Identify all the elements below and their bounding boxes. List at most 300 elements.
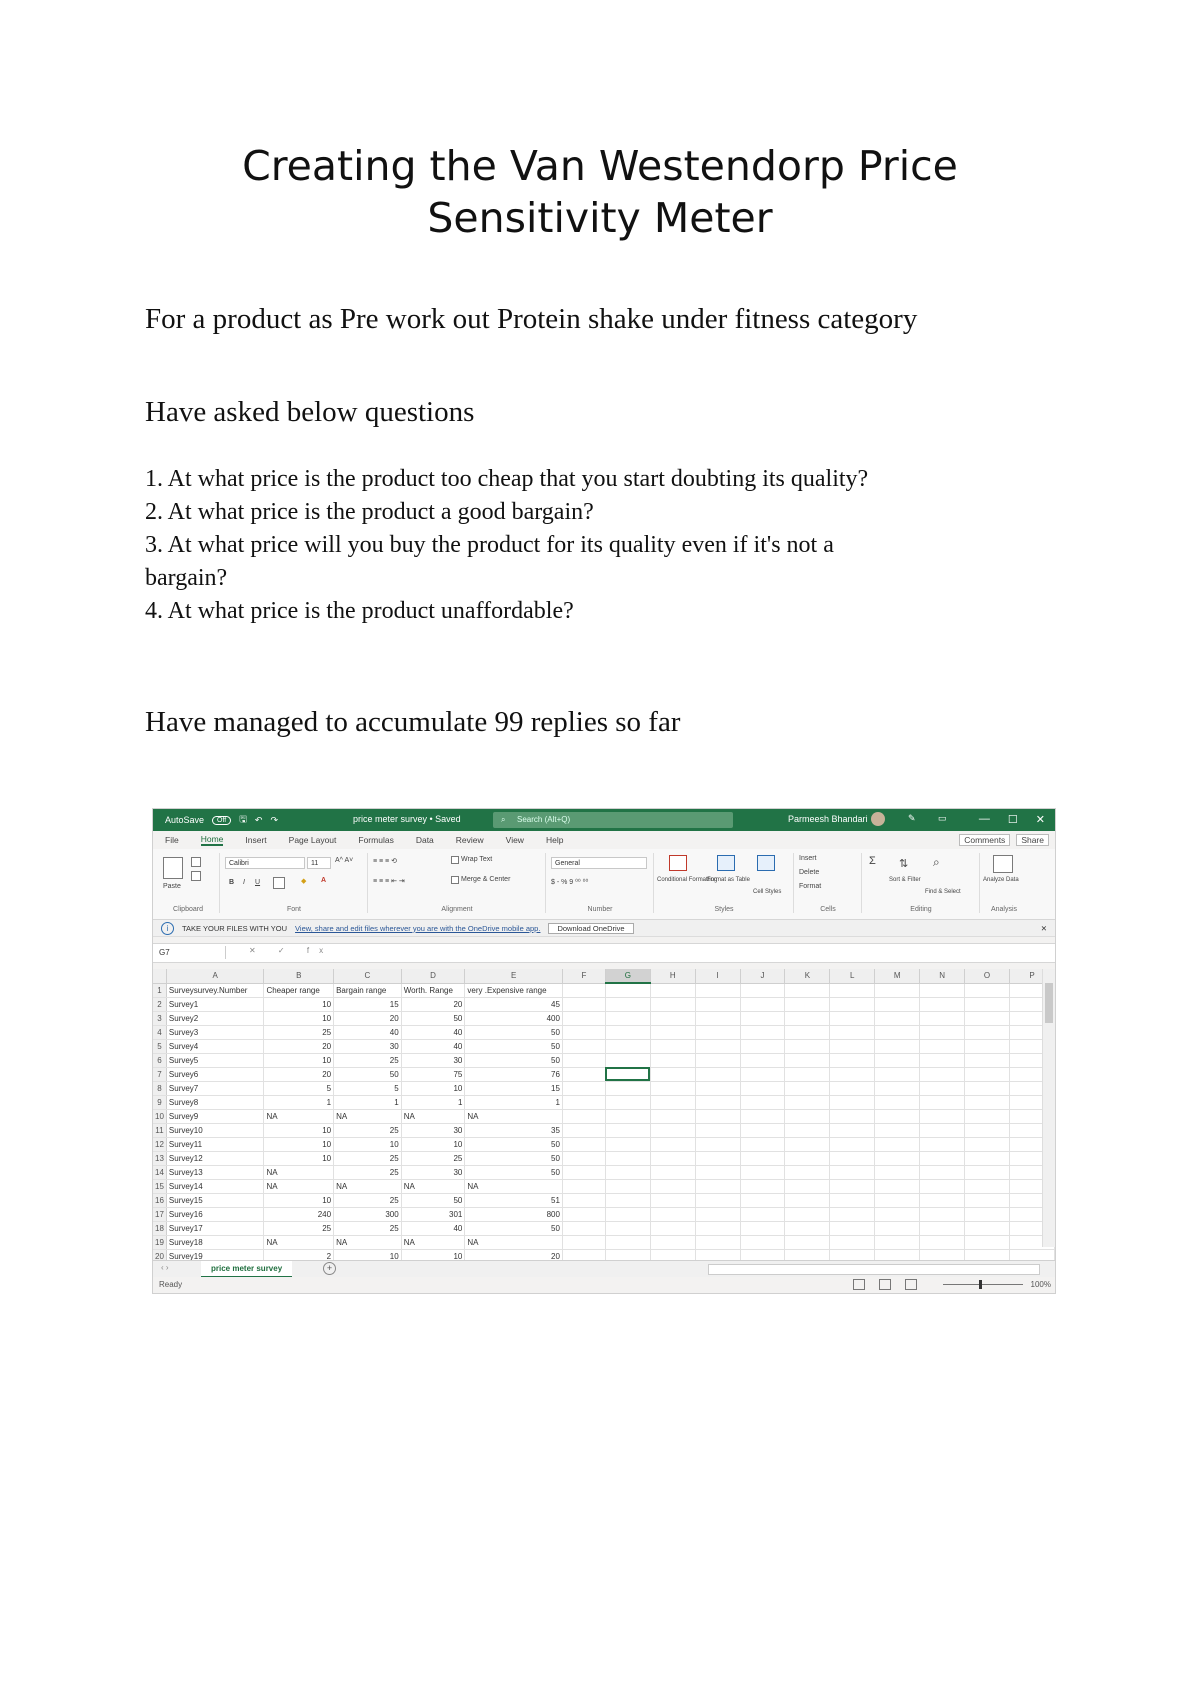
cell[interactable] (875, 1081, 920, 1095)
maximize-button[interactable]: ☐ (1007, 814, 1018, 826)
cell[interactable]: 50 (465, 1137, 563, 1151)
cell[interactable]: 5 (334, 1081, 402, 1095)
cell[interactable] (695, 1123, 740, 1137)
select-all-corner[interactable] (153, 969, 166, 983)
wrap-text-label[interactable]: Wrap Text (461, 856, 493, 863)
cell[interactable]: 300 (334, 1207, 402, 1221)
cell[interactable] (785, 997, 830, 1011)
search-box[interactable] (493, 812, 733, 828)
wrap-text-icon[interactable] (451, 856, 459, 864)
cell[interactable] (605, 1179, 650, 1193)
cell[interactable]: 25 (334, 1165, 402, 1179)
cell[interactable]: NA (334, 1109, 402, 1123)
cell[interactable]: Surveysurvey.Number (166, 983, 264, 997)
column-header[interactable]: P (1009, 969, 1054, 983)
format-as-table-label[interactable]: Format as Table (707, 877, 750, 883)
autosave-label[interactable]: AutoSave (165, 815, 205, 825)
cell[interactable] (965, 1025, 1010, 1039)
cell[interactable] (920, 1137, 965, 1151)
cell[interactable] (562, 1095, 605, 1109)
cell[interactable]: 1 (264, 1095, 334, 1109)
cell[interactable] (830, 1137, 875, 1151)
cell[interactable] (740, 1095, 785, 1109)
delete-cells-button[interactable]: Delete (799, 869, 820, 876)
tab-home[interactable]: Home (200, 834, 224, 844)
cell[interactable] (650, 1053, 695, 1067)
cell[interactable] (740, 1039, 785, 1053)
cell[interactable]: Survey1 (166, 997, 264, 1011)
cell[interactable]: 25 (334, 1123, 402, 1137)
analyze-data-icon[interactable] (993, 855, 1013, 873)
cell[interactable] (605, 1081, 650, 1095)
name-box[interactable]: G7 (157, 946, 226, 959)
cell[interactable] (785, 1137, 830, 1151)
cell[interactable]: 400 (465, 1011, 563, 1025)
cell[interactable] (830, 1221, 875, 1235)
cell[interactable]: Bargain range (334, 983, 402, 997)
cell[interactable] (785, 1039, 830, 1053)
cell[interactable] (785, 1109, 830, 1123)
cell[interactable] (920, 1165, 965, 1179)
cell[interactable]: 10 (264, 1011, 334, 1025)
cell[interactable] (562, 1235, 605, 1249)
underline-icon[interactable]: U (255, 879, 261, 886)
cell[interactable] (785, 1193, 830, 1207)
row-header[interactable]: 19 (153, 1235, 166, 1249)
cell[interactable] (605, 1137, 650, 1151)
ribbon-display-icon[interactable]: ▭ (938, 813, 947, 823)
cell[interactable] (695, 1193, 740, 1207)
zoom-thumb[interactable] (979, 1280, 982, 1289)
cell[interactable]: 75 (401, 1067, 465, 1081)
tab-review[interactable]: Review (455, 835, 484, 845)
cell[interactable] (650, 1165, 695, 1179)
cell[interactable]: 50 (334, 1067, 402, 1081)
cell[interactable]: 1 (465, 1095, 563, 1109)
cell[interactable]: Cheaper range (264, 983, 334, 997)
cell[interactable]: NA (401, 1179, 465, 1193)
cell[interactable]: 50 (465, 1151, 563, 1165)
cell[interactable]: 10 (334, 1249, 402, 1263)
cell[interactable] (605, 983, 650, 997)
cell[interactable]: Survey15 (166, 1193, 264, 1207)
minimize-button[interactable]: — (978, 813, 990, 825)
cell[interactable] (650, 1039, 695, 1053)
align-left-icon[interactable]: ≡ ≡ ≡ ⇤ ⇥ (373, 878, 405, 885)
cell[interactable] (605, 1235, 650, 1249)
zoom-level[interactable]: 100% (1030, 1280, 1051, 1289)
paste-icon[interactable] (163, 857, 183, 879)
cell[interactable]: 10 (264, 1193, 334, 1207)
cell[interactable] (605, 1039, 650, 1053)
bold-icon[interactable]: B (229, 879, 235, 886)
cell[interactable]: NA (401, 1109, 465, 1123)
tab-file[interactable]: File (165, 835, 179, 845)
cell[interactable] (562, 1137, 605, 1151)
cell[interactable] (562, 1039, 605, 1053)
cell[interactable]: NA (264, 1179, 334, 1193)
autosave-toggle[interactable]: Off (212, 816, 231, 825)
autosum-icon[interactable]: Σ (869, 855, 876, 867)
cell[interactable] (920, 1235, 965, 1249)
column-header[interactable]: A (166, 969, 264, 983)
cell[interactable] (830, 1081, 875, 1095)
column-header[interactable]: E (465, 969, 563, 983)
file-name[interactable]: price meter survey • Saved (353, 814, 461, 824)
notice-close-icon[interactable]: ✕ (1040, 923, 1047, 933)
cell[interactable] (830, 1025, 875, 1039)
cell[interactable] (920, 1221, 965, 1235)
cell[interactable] (965, 1095, 1010, 1109)
cell[interactable]: 20 (465, 1249, 563, 1263)
cell[interactable] (562, 1109, 605, 1123)
vertical-scrollbar[interactable] (1042, 969, 1055, 1247)
cell[interactable] (785, 983, 830, 997)
cell[interactable] (920, 1123, 965, 1137)
cell[interactable]: Survey3 (166, 1025, 264, 1039)
cell[interactable] (965, 1081, 1010, 1095)
conditional-formatting-label[interactable]: Conditional Formatting (657, 877, 718, 883)
cell[interactable] (695, 1039, 740, 1053)
find-select-label[interactable]: Find & Select (925, 889, 961, 895)
cell[interactable] (830, 1109, 875, 1123)
cell[interactable] (785, 1011, 830, 1025)
cell[interactable]: 20 (264, 1039, 334, 1053)
row-header[interactable]: 13 (153, 1151, 166, 1165)
close-button[interactable]: ✕ (1035, 814, 1045, 826)
cell[interactable] (875, 1221, 920, 1235)
cell[interactable] (605, 1193, 650, 1207)
paste-label[interactable]: Paste (163, 883, 181, 890)
cell[interactable]: NA (264, 1165, 334, 1179)
tab-help[interactable]: Help (545, 835, 564, 845)
pen-icon[interactable]: ✎ (908, 813, 916, 823)
cell[interactable]: 10 (401, 1081, 465, 1095)
cell[interactable]: Survey17 (166, 1221, 264, 1235)
cell[interactable] (605, 1221, 650, 1235)
cell[interactable] (605, 1095, 650, 1109)
cell[interactable] (740, 1165, 785, 1179)
cell[interactable] (965, 1193, 1010, 1207)
tab-data[interactable]: Data (415, 835, 434, 845)
cell[interactable] (920, 1179, 965, 1193)
cell[interactable]: 35 (465, 1123, 563, 1137)
column-header[interactable]: N (920, 969, 965, 983)
cell[interactable] (830, 1179, 875, 1193)
fill-color-icon[interactable]: ◆ (301, 878, 307, 885)
cell[interactable] (695, 1151, 740, 1165)
cell[interactable]: 10 (334, 1137, 402, 1151)
cell[interactable] (605, 1165, 650, 1179)
cell[interactable]: NA (401, 1235, 465, 1249)
cell[interactable]: Survey5 (166, 1053, 264, 1067)
tab-view[interactable]: View (505, 835, 524, 845)
cell[interactable]: 240 (264, 1207, 334, 1221)
cell[interactable] (605, 1207, 650, 1221)
column-header[interactable]: D (401, 969, 465, 983)
cell[interactable] (695, 1025, 740, 1039)
cell[interactable]: 15 (465, 1081, 563, 1095)
cell[interactable]: 1 (334, 1095, 402, 1109)
cell[interactable]: 51 (465, 1193, 563, 1207)
cell[interactable] (650, 1151, 695, 1165)
cell[interactable] (875, 1039, 920, 1053)
cell[interactable] (740, 1011, 785, 1025)
merge-center-label[interactable]: Merge & Center (461, 876, 511, 883)
tab-insert[interactable]: Insert (245, 835, 267, 845)
cell[interactable] (740, 1151, 785, 1165)
cell[interactable] (650, 1081, 695, 1095)
column-header[interactable]: J (740, 969, 785, 983)
cell[interactable] (562, 983, 605, 997)
row-header[interactable]: 12 (153, 1137, 166, 1151)
cell[interactable] (650, 1123, 695, 1137)
row-header[interactable]: 9 (153, 1095, 166, 1109)
row-header[interactable]: 5 (153, 1039, 166, 1053)
cell[interactable]: NA (465, 1235, 563, 1249)
page-break-view-icon[interactable] (905, 1279, 917, 1290)
cell[interactable]: 45 (465, 997, 563, 1011)
cell[interactable] (740, 1053, 785, 1067)
cell[interactable] (965, 1039, 1010, 1053)
cell[interactable]: 10 (264, 1053, 334, 1067)
cell[interactable] (605, 1109, 650, 1123)
cell[interactable] (920, 1053, 965, 1067)
cell[interactable] (695, 1081, 740, 1095)
row-header[interactable]: 1 (153, 983, 166, 997)
cell[interactable] (695, 1179, 740, 1193)
cell[interactable] (695, 1207, 740, 1221)
cell[interactable] (920, 1207, 965, 1221)
cell[interactable] (875, 1151, 920, 1165)
cell[interactable] (695, 1011, 740, 1025)
download-onedrive-button[interactable]: Download OneDrive (548, 923, 633, 934)
cell[interactable]: 40 (334, 1025, 402, 1039)
cell[interactable]: Survey6 (166, 1067, 264, 1081)
row-header[interactable]: 16 (153, 1193, 166, 1207)
row-header[interactable]: 18 (153, 1221, 166, 1235)
cell[interactable]: 10 (264, 1123, 334, 1137)
page-layout-view-icon[interactable] (879, 1279, 891, 1290)
share-button[interactable]: Share (1016, 834, 1049, 846)
cell[interactable]: Survey7 (166, 1081, 264, 1095)
avatar[interactable] (871, 812, 885, 826)
cell[interactable] (830, 1123, 875, 1137)
column-header[interactable]: F (562, 969, 605, 983)
cell[interactable] (785, 1053, 830, 1067)
cell[interactable]: 40 (401, 1221, 465, 1235)
cell[interactable]: Survey9 (166, 1109, 264, 1123)
cell[interactable]: 30 (401, 1053, 465, 1067)
cell[interactable] (605, 1025, 650, 1039)
cell[interactable]: 15 (334, 997, 402, 1011)
cell[interactable]: 50 (465, 1025, 563, 1039)
cell[interactable] (875, 983, 920, 997)
cell[interactable]: 50 (465, 1165, 563, 1179)
cell[interactable] (965, 1221, 1010, 1235)
cell[interactable]: Survey8 (166, 1095, 264, 1109)
cell[interactable] (920, 1151, 965, 1165)
cell[interactable]: 76 (465, 1067, 563, 1081)
cell[interactable] (920, 1067, 965, 1081)
cell[interactable] (785, 1025, 830, 1039)
undo-icon[interactable]: ↶ (254, 814, 263, 825)
cell[interactable]: 25 (334, 1053, 402, 1067)
cell[interactable] (965, 1151, 1010, 1165)
cell[interactable] (875, 997, 920, 1011)
cell[interactable] (650, 1067, 695, 1081)
cell[interactable] (695, 1053, 740, 1067)
cell[interactable]: very .Expensive range (465, 983, 563, 997)
cell[interactable] (920, 997, 965, 1011)
cell[interactable]: Survey18 (166, 1235, 264, 1249)
cell[interactable] (785, 1095, 830, 1109)
cell[interactable] (650, 1137, 695, 1151)
row-header[interactable]: 17 (153, 1207, 166, 1221)
cell[interactable]: NA (465, 1179, 563, 1193)
column-header[interactable]: L (830, 969, 875, 983)
cell[interactable] (562, 1053, 605, 1067)
column-header[interactable]: B (264, 969, 334, 983)
font-color-icon[interactable]: A (321, 877, 327, 884)
cell[interactable]: 25 (401, 1151, 465, 1165)
cell[interactable] (965, 1165, 1010, 1179)
cell[interactable] (740, 983, 785, 997)
conditional-formatting-icon[interactable] (669, 855, 687, 871)
cell[interactable] (965, 1109, 1010, 1123)
cell-styles-icon[interactable] (757, 855, 775, 871)
cell[interactable] (785, 1207, 830, 1221)
zoom-slider[interactable] (943, 1284, 1023, 1285)
cell[interactable] (740, 1193, 785, 1207)
cell[interactable] (650, 1221, 695, 1235)
cell[interactable]: 30 (401, 1165, 465, 1179)
cell[interactable] (920, 1081, 965, 1095)
cell[interactable] (562, 997, 605, 1011)
add-sheet-icon[interactable]: + (323, 1262, 336, 1275)
cell[interactable] (605, 997, 650, 1011)
cell[interactable]: 25 (334, 1193, 402, 1207)
cell[interactable] (740, 1221, 785, 1235)
insert-cells-button[interactable]: Insert (799, 855, 817, 862)
cell[interactable] (562, 1165, 605, 1179)
cell[interactable] (965, 1011, 1010, 1025)
cell[interactable] (605, 1011, 650, 1025)
cell[interactable] (875, 1235, 920, 1249)
cell[interactable] (562, 1221, 605, 1235)
cell[interactable] (830, 997, 875, 1011)
cell[interactable] (920, 983, 965, 997)
currency-icon[interactable]: $ - % 9 ⁰⁰ ⁰⁰ (551, 879, 589, 886)
cell[interactable]: NA (334, 1179, 402, 1193)
cell[interactable] (965, 1053, 1010, 1067)
cell[interactable]: 50 (465, 1221, 563, 1235)
column-header[interactable]: O (965, 969, 1010, 983)
cell[interactable] (695, 1221, 740, 1235)
cell[interactable]: 5 (264, 1081, 334, 1095)
cell[interactable] (830, 1011, 875, 1025)
cell[interactable] (830, 1095, 875, 1109)
cell[interactable] (562, 1025, 605, 1039)
cell[interactable] (695, 1235, 740, 1249)
cell[interactable]: 10 (264, 997, 334, 1011)
cell[interactable] (785, 1123, 830, 1137)
cell[interactable] (875, 1109, 920, 1123)
cell[interactable]: 10 (401, 1249, 465, 1263)
font-name-select[interactable]: Calibri (225, 857, 305, 869)
cell[interactable]: 25 (264, 1221, 334, 1235)
cell[interactable] (965, 1067, 1010, 1081)
cell[interactable] (785, 1179, 830, 1193)
tab-page-layout[interactable]: Page Layout (288, 835, 337, 845)
cell[interactable] (830, 1207, 875, 1221)
cell[interactable]: Survey4 (166, 1039, 264, 1053)
cell[interactable] (965, 997, 1010, 1011)
cell[interactable]: NA (465, 1109, 563, 1123)
cell[interactable] (740, 1137, 785, 1151)
user-name[interactable]: Parmeesh Bhandari (788, 814, 868, 824)
cell[interactable]: 25 (264, 1025, 334, 1039)
cut-icon[interactable] (191, 857, 201, 867)
cell[interactable] (650, 997, 695, 1011)
cell[interactable] (650, 1193, 695, 1207)
sheet-tab[interactable]: price meter survey (201, 1261, 292, 1278)
cell[interactable]: 1 (401, 1095, 465, 1109)
cell[interactable] (650, 1109, 695, 1123)
cell[interactable] (875, 1123, 920, 1137)
column-header[interactable]: C (334, 969, 402, 983)
analyze-data-label[interactable]: Analyze Data (983, 877, 1019, 883)
format-as-table-icon[interactable] (717, 855, 735, 871)
cell[interactable]: 20 (334, 1011, 402, 1025)
cell[interactable] (650, 1179, 695, 1193)
cell[interactable]: 10 (401, 1137, 465, 1151)
cell[interactable] (875, 1053, 920, 1067)
cell[interactable]: 20 (264, 1067, 334, 1081)
cell[interactable] (920, 1039, 965, 1053)
cell[interactable]: 30 (334, 1039, 402, 1053)
italic-icon[interactable]: I (243, 879, 245, 886)
row-header[interactable]: 3 (153, 1011, 166, 1025)
cell[interactable] (562, 1193, 605, 1207)
cell[interactable] (785, 1081, 830, 1095)
cell[interactable] (830, 1235, 875, 1249)
tab-formulas[interactable]: Formulas (358, 835, 394, 845)
cell[interactable]: 30 (401, 1123, 465, 1137)
cell[interactable] (562, 1067, 605, 1081)
cell[interactable] (695, 1067, 740, 1081)
cell[interactable] (605, 1151, 650, 1165)
cell[interactable]: 20 (401, 997, 465, 1011)
cell[interactable] (875, 1025, 920, 1039)
cell[interactable]: Survey19 (166, 1249, 264, 1263)
row-header[interactable]: 8 (153, 1081, 166, 1095)
cell[interactable] (875, 1179, 920, 1193)
sheet-nav-icon[interactable]: ‹ › (161, 1263, 169, 1272)
cell[interactable]: 40 (401, 1025, 465, 1039)
cell[interactable]: 50 (401, 1011, 465, 1025)
row-header[interactable]: 15 (153, 1179, 166, 1193)
column-header[interactable]: H (650, 969, 695, 983)
cell[interactable] (605, 1067, 650, 1081)
cell[interactable] (785, 1235, 830, 1249)
cell[interactable]: 10 (264, 1151, 334, 1165)
cell[interactable] (562, 1011, 605, 1025)
cell[interactable]: Survey11 (166, 1137, 264, 1151)
cell[interactable] (695, 997, 740, 1011)
cell[interactable] (875, 1207, 920, 1221)
cell[interactable] (695, 1137, 740, 1151)
